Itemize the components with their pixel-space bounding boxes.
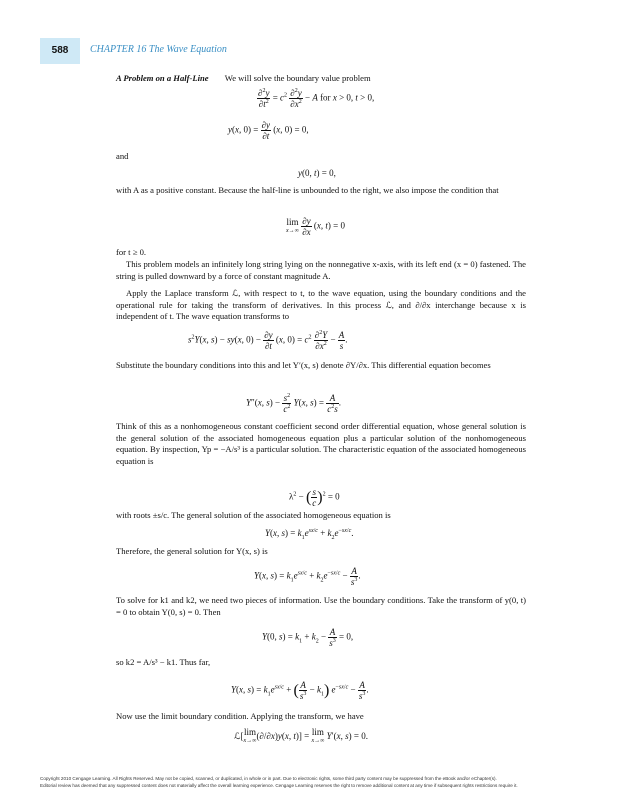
paragraph-therefore: Therefore, the general solution for Y(x, s) is bbox=[116, 546, 268, 556]
copyright-line-2: Editorial review has deemed that any suppressed content does not materially affect the overall learning experience. Cengage Learning reserves the right to remove additional content at any time if subsequent rights restrictions require it. bbox=[40, 783, 518, 788]
equation-initial-conditions: y(x, 0) = $\frac{\partial y}{\partial t}$ (x, 0) = 0, bbox=[228, 120, 309, 141]
equation-boundary: y(0, t) = 0, bbox=[298, 168, 336, 178]
paragraph-roots: with roots ±s/c. The general solution of the associated homogeneous equation is bbox=[116, 510, 391, 520]
paragraph-to-solve: To solve for k1 and k2, we need two pieces of information. Use the boundary conditions. Take the transform of y(0, t) = 0 to obtain Y(0, s) = 0. Then bbox=[116, 595, 526, 617]
equation-y-zero: Y(0, $s) = k_1 + k_2$ − $\frac{A}{s^3}$ = 0, bbox=[262, 627, 354, 648]
equation-homogeneous-solution: Y(x, $s) = k_1e^{sx/c} + k_2e^{-sx/c}$. bbox=[265, 528, 354, 541]
paragraph-substitute: Substitute the boundary conditions into this and let Y′(x, s) denote ∂Y/∂x. This differential equation becomes bbox=[116, 360, 491, 370]
page-number: 588 bbox=[51, 45, 69, 56]
page-number-box bbox=[40, 38, 80, 64]
paragraph-models: This problem models an infinitely long string lying on the nonnegative x-axis, with its left end (x = 0) fastened. The string is pulled downward by a force of constant magnitude A. bbox=[116, 259, 526, 281]
equation-ode: Y″(x, s) − $\frac{s^2}{c^2}$ Y(x, s) = $\frac{A}{c^2s}$ . bbox=[246, 393, 341, 414]
equation-limit-transform: ℒ[lim x→∞ (∂/∂x)y(x, t)] = lim x→∞ Y′(x, s) = 0. bbox=[234, 727, 368, 744]
paragraph-so-k2: so k2 = A/s³ − k1. Thus far, bbox=[116, 657, 211, 667]
equation-thus-far: Y(x, $s) = k_1e^{sx/c}$ + ( $\frac{A}{s^3}$ − $k_1$) $e^{-sx/c}$ − $\frac{A}{s^3}$ . bbox=[231, 680, 369, 701]
section-title: A Problem on a Half-Line bbox=[116, 73, 209, 83]
equation-limit-condition: lim x→∞ $\frac{\partial y}{\partial x}$ (x, t) = 0 bbox=[286, 216, 345, 237]
equation-wave: $\frac{\partial^2y}{\partial t^2}$ = $c^2$ $\frac{\partial^2y}{\partial x^2}$ − A for x > 0, t > 0, bbox=[258, 88, 375, 109]
text-and: and bbox=[116, 151, 129, 161]
paragraph-positive-constant: with A as a positive constant. Because the half-line is unbounded to the right, we also impose the condition that bbox=[116, 185, 499, 195]
equation-transformed: $s^2Y(x$, s) − sy(x, 0) − $\frac{\partial y}{\partial t}$ (x, $0) = c^2$ $\frac{\partial^2Y}{\partial x^2}$ − $\frac{A}{s}$ . bbox=[188, 330, 348, 351]
copyright-line-1: Copyright 2010 Cengage Learning. All Rights Reserved. May not be copied, scanned, or duplicated, in whole or in part. Due to electronic rights, some third party content may be suppressed from the eBook and/or eChapter(s). bbox=[40, 776, 497, 781]
section-heading-line bbox=[116, 73, 371, 85]
section-intro: We will solve the boundary value problem bbox=[224, 73, 371, 83]
paragraph-think: Think of this as a nonhomogeneous constant coefficient second order differential equation, whose general solution is the general solution of the associated homogeneous equation plus a particular solution of the nonhomogeneous equation. By inspection, Yp = −A/s³ is a particular solution. The characteristic equation of the associated homogeneous equation is bbox=[116, 421, 526, 466]
equation-characteristic: $\lambda^2$ − ( $\frac{s}{c}$ )$^2$ = 0 bbox=[289, 487, 340, 508]
chapter-title: CHAPTER 16 The Wave Equation bbox=[90, 44, 227, 55]
text-for-t: for t ≥ 0. bbox=[116, 247, 147, 257]
paragraph-laplace: Apply the Laplace transform ℒ, with respect to t, to the wave equation, using the boundary conditions and the operational rule for taking the transform of derivatives. In this process ℒ, and ∂/∂x interchange because x is independent of t. The wave equation transforms to bbox=[116, 288, 526, 321]
equation-general-solution: Y(x, $s) = k_1e^{sx/c} + k_2e^{-sx/c}$ − $\frac{A}{s^3}$ . bbox=[254, 566, 361, 587]
paragraph-now-use: Now use the limit boundary condition. Applying the transform, we have bbox=[116, 711, 364, 721]
